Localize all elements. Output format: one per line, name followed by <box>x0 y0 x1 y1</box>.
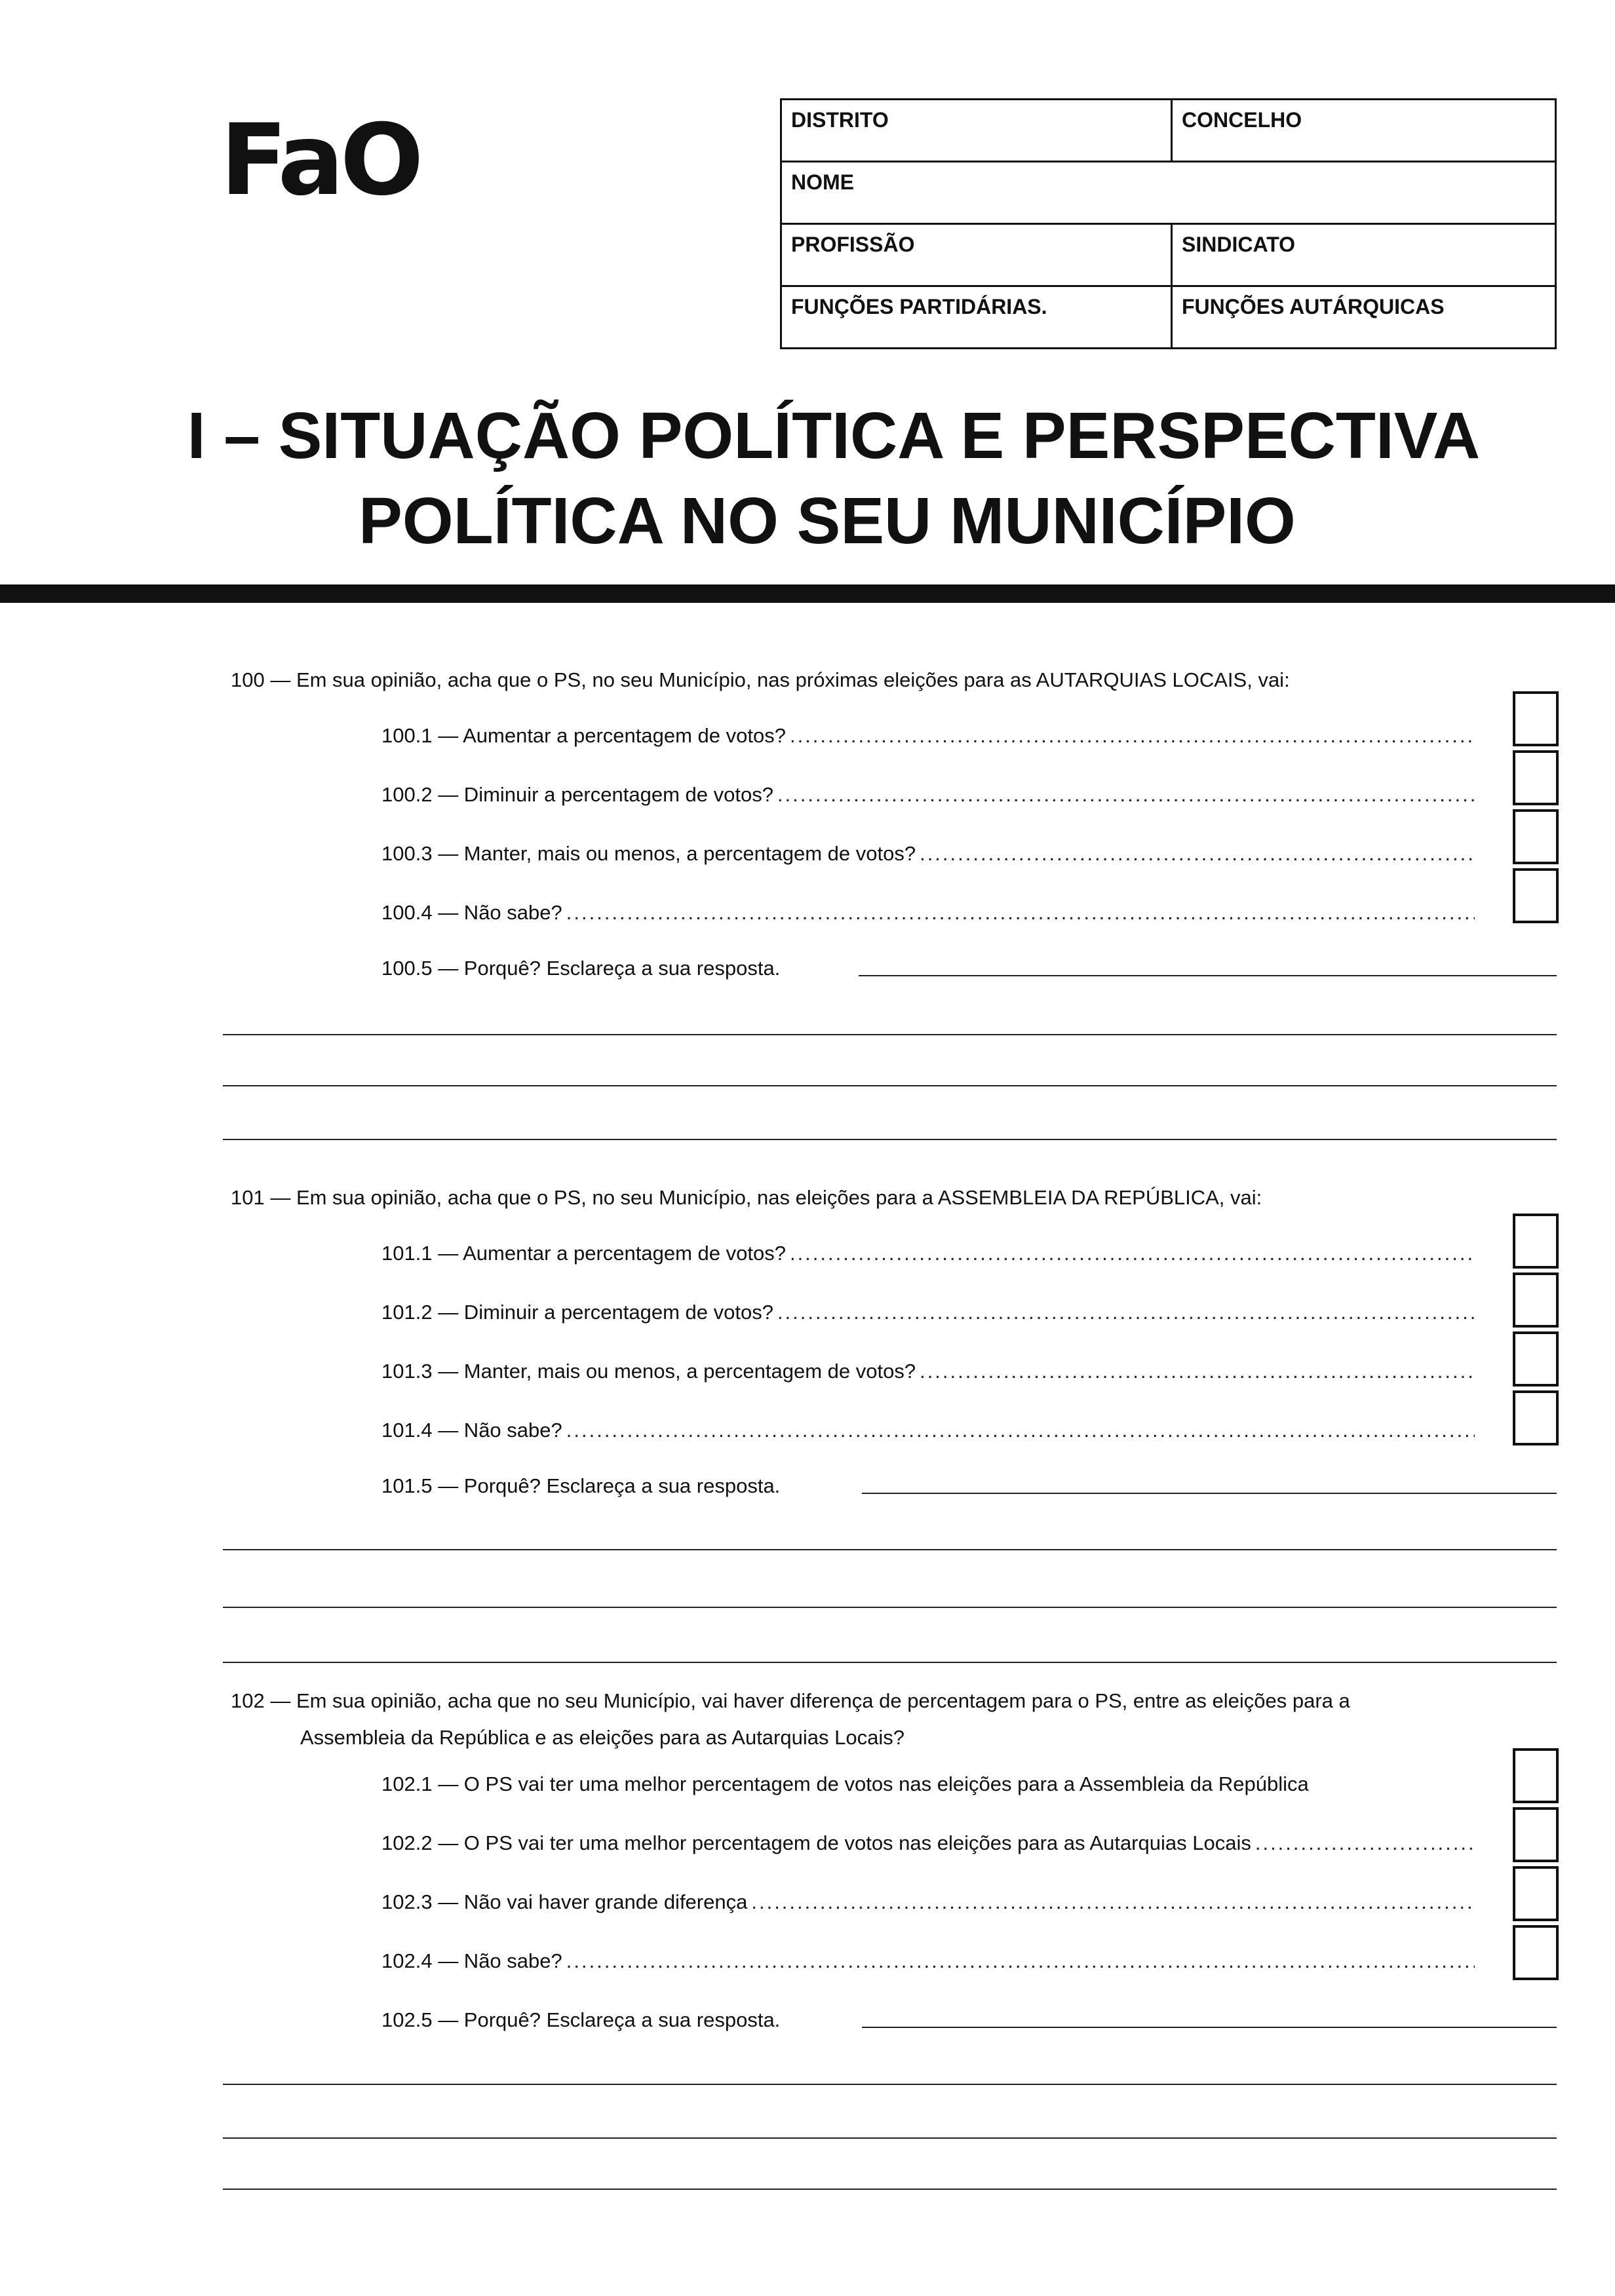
option-label: 102.1 — O PS vai ter uma melhor percentagem de votos nas eleições para a Assembleia da República <box>381 1772 1309 1795</box>
option-label: 101.2 — Diminuir a percentagem de votos? <box>381 1301 773 1324</box>
answer-line[interactable] <box>223 1085 1557 1086</box>
checkbox-102-4[interactable] <box>1513 1925 1559 1980</box>
title-line-1: I – SITUAÇÃO POLÍTICA E PERSPECTIVA <box>187 399 1481 472</box>
option-102-3 <box>381 1890 1475 1924</box>
distrito-field[interactable]: DISTRITO <box>781 100 1172 162</box>
why-label-101: 101.5 — Porquê? Esclareça a sua resposta. <box>381 1474 781 1497</box>
answer-line[interactable] <box>223 2084 1557 2085</box>
option-label: 100.4 — Não sabe? <box>381 901 562 924</box>
option-label: 100.3 — Manter, mais ou menos, a percentagem de votos? <box>381 842 916 865</box>
option-102-4 <box>381 1949 1475 1983</box>
option-101-3 <box>381 1360 1475 1394</box>
checkbox-100-3[interactable] <box>1513 809 1559 864</box>
option-100-1 <box>381 724 1475 758</box>
checkbox-100-1[interactable] <box>1513 691 1559 746</box>
answer-line[interactable] <box>223 1034 1557 1035</box>
answer-line[interactable] <box>223 2189 1557 2190</box>
option-label: 102.2 — O PS vai ter uma melhor percentagem de votos nas eleições para as Autarquias Locais <box>381 1831 1251 1854</box>
option-102-1 <box>381 1772 1475 1807</box>
answer-line[interactable] <box>223 1607 1557 1608</box>
checkbox-101-1[interactable] <box>1513 1214 1559 1269</box>
question-text: 100 — Em sua opinião, acha que o PS, no seu Município, nas próximas eleições para as AUTARQUIAS LOCAIS, vai: <box>231 668 1290 691</box>
checkbox-100-4[interactable] <box>1513 868 1559 923</box>
identification-table <box>780 98 1557 349</box>
checkbox-101-4[interactable] <box>1513 1390 1559 1445</box>
option-100-3 <box>381 842 1475 876</box>
option-102-2 <box>381 1831 1475 1866</box>
page-title <box>0 393 1615 564</box>
question-text-line-1: 102 — Em sua opinião, acha que no seu Município, vai haver diferença de percentagem para o PS, entre as eleições para a <box>231 1689 1350 1712</box>
option-label: 101.3 — Manter, mais ou menos, a percentagem de votos? <box>381 1360 916 1383</box>
option-100-4 <box>381 901 1475 935</box>
nome-field[interactable]: NOME <box>781 162 1556 224</box>
option-label: 102.4 — Não sabe? <box>381 1949 562 1972</box>
option-label: 102.3 — Não vai haver grande diferença <box>381 1890 748 1913</box>
answer-line[interactable] <box>862 1493 1557 1494</box>
answer-line[interactable] <box>862 2027 1557 2028</box>
option-101-1 <box>381 1242 1475 1276</box>
answer-line[interactable] <box>223 2137 1557 2139</box>
option-101-2 <box>381 1301 1475 1335</box>
checkbox-100-2[interactable] <box>1513 750 1559 805</box>
why-label-102: 102.5 — Porquê? Esclareça a sua resposta. <box>381 2008 781 2031</box>
option-label: 100.1 — Aumentar a percentagem de votos? <box>381 724 786 747</box>
option-label: 101.4 — Não sabe? <box>381 1419 562 1442</box>
section-divider <box>0 584 1615 603</box>
question-text-line-2: Assembleia da República e as eleições para as Autarquias Locais? <box>300 1726 905 1749</box>
question-text <box>231 1683 1568 1756</box>
title-line-2: POLÍTICA NO SEU MUNICÍPIO <box>359 484 1296 558</box>
checkbox-101-2[interactable] <box>1513 1272 1559 1328</box>
checkbox-102-2[interactable] <box>1513 1807 1559 1862</box>
why-label-100: 100.5 — Porquê? Esclareça a sua resposta. <box>381 957 781 980</box>
funcoes-autarquicas-field[interactable]: FUNÇÕES AUTÁRQUICAS <box>1172 286 1556 349</box>
concelho-field[interactable]: CONCELHO <box>1172 100 1556 162</box>
sindicato-field[interactable]: SINDICATO <box>1172 224 1556 286</box>
option-label: 101.1 — Aumentar a percentagem de votos? <box>381 1242 786 1265</box>
funcoes-partidarias-field[interactable]: FUNÇÕES PARTIDÁRIAS. <box>781 286 1172 349</box>
fao-logo: FaO <box>220 104 420 218</box>
question-text: 101 — Em sua opinião, acha que o PS, no seu Município, nas eleições para a ASSEMBLEIA DA REPÚBLICA, vai: <box>231 1186 1262 1209</box>
answer-line[interactable] <box>223 1139 1557 1140</box>
checkbox-101-3[interactable] <box>1513 1331 1559 1387</box>
profissao-field[interactable]: PROFISSÃO <box>781 224 1172 286</box>
answer-line[interactable] <box>859 975 1557 976</box>
option-100-2 <box>381 783 1475 817</box>
option-101-4 <box>381 1419 1475 1453</box>
answer-line[interactable] <box>223 1549 1557 1550</box>
checkbox-102-1[interactable] <box>1513 1748 1559 1803</box>
option-label: 100.2 — Diminuir a percentagem de votos? <box>381 783 773 806</box>
answer-line[interactable] <box>223 1662 1557 1663</box>
checkbox-102-3[interactable] <box>1513 1866 1559 1921</box>
